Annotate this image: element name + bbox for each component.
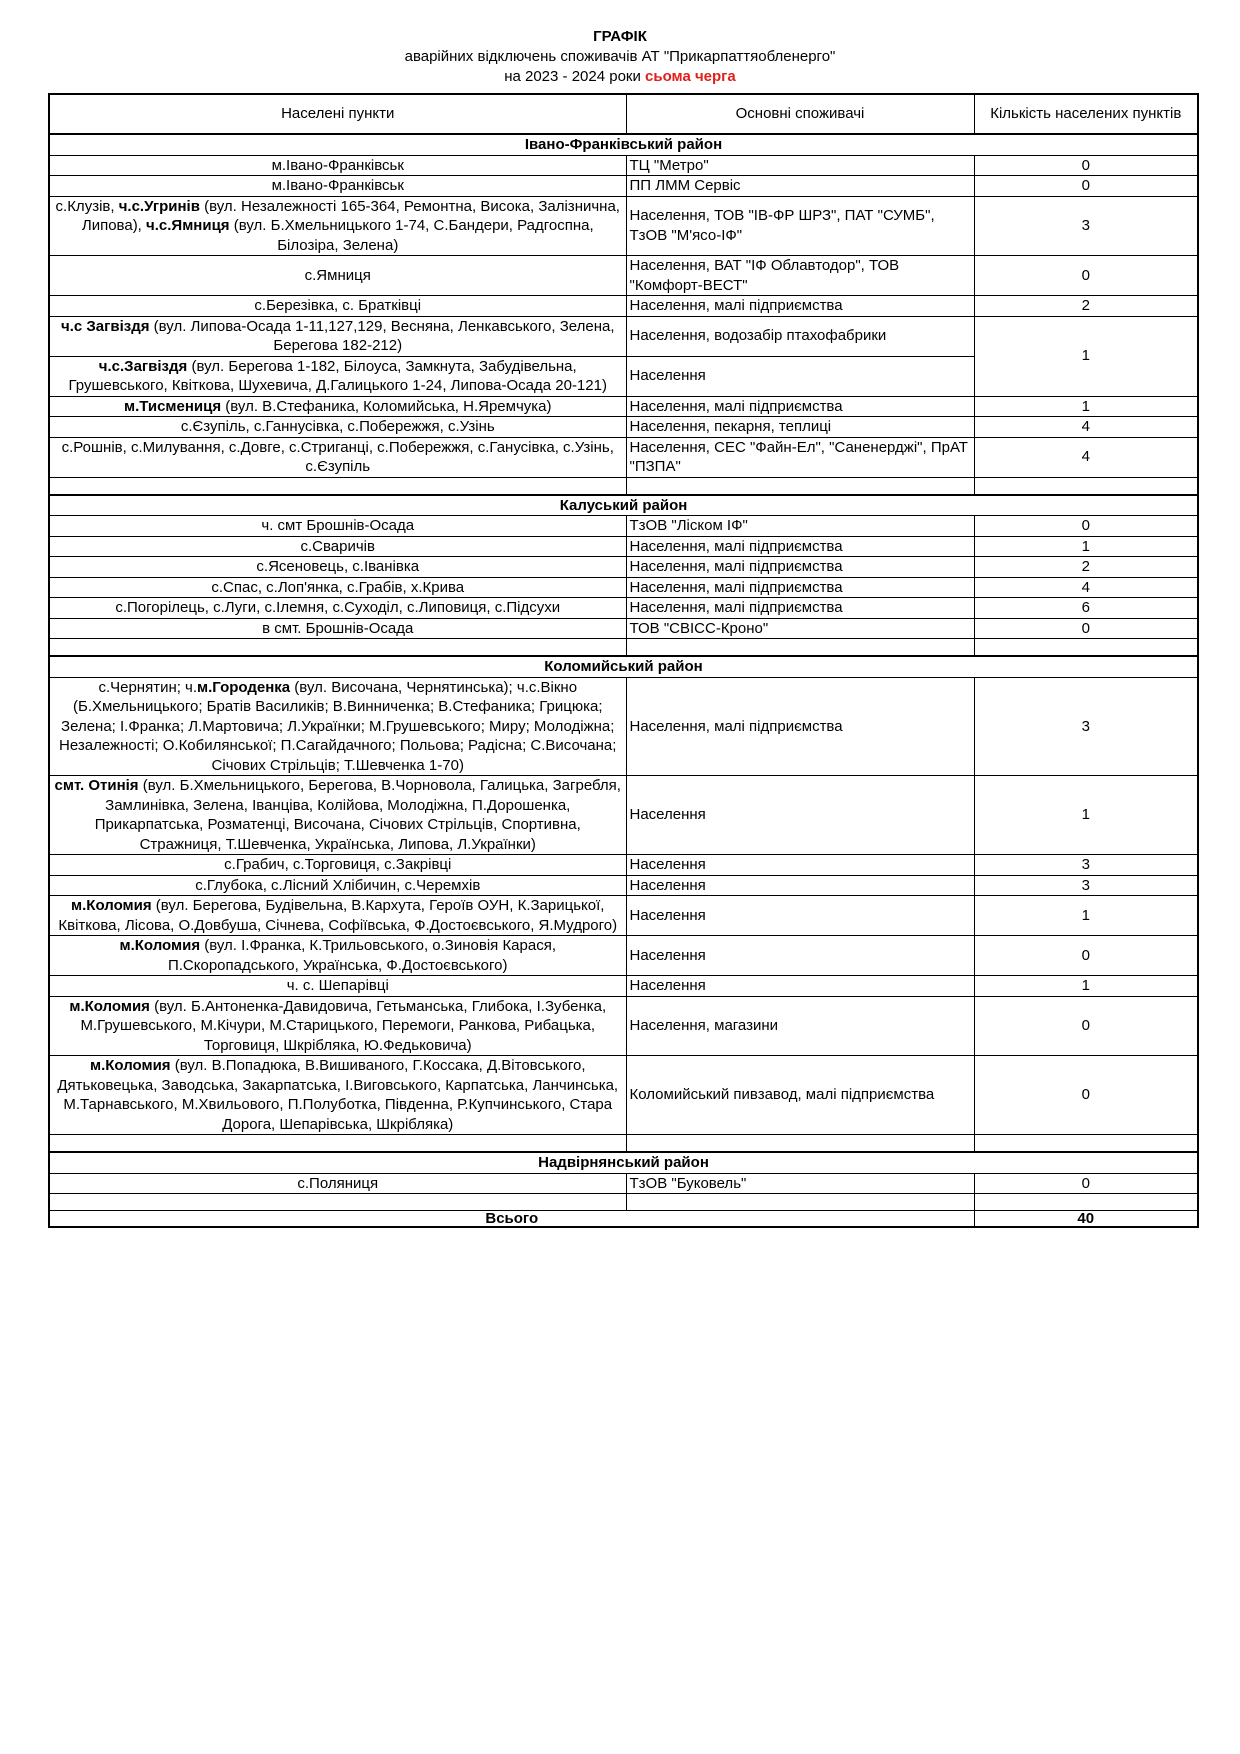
consumers-cell: Населення [626, 776, 974, 855]
count-cell: 4 [974, 417, 1198, 438]
settlement-name-bold: м.Тисмениця [124, 397, 222, 415]
table-row [49, 557, 1198, 578]
table-row [49, 256, 1198, 296]
schedule-table-body [49, 94, 1198, 1227]
settlements-cell: м.Івано-Франківськ [49, 155, 626, 176]
blank-cell [974, 639, 1198, 657]
consumers-cell: Населення, пекарня, теплиці [626, 417, 974, 438]
section-title: Івано-Франківський район [49, 134, 1198, 155]
blank-row [49, 1194, 1198, 1211]
column-header-consumers: Основні споживачі [626, 94, 974, 134]
consumers-cell: Населення, ТОВ "ІВ-ФР ШРЗ", ПАТ "СУМБ", ТзОВ "М'ясо-ІФ" [626, 196, 974, 256]
settlement-name-bold: ч.с Загвіздя [60, 317, 150, 335]
settlement-text: (вул. В.Попадюка, В.Вишиваного, Г.Коссака, Д.Вітовського, Дятьковецька, Заводська, Закарпатська, І.Виговського, Карпатська, Ланчинська, М.Тарнавського, М.Хвильового, П.Полуботка, Південна, Р.Купчинського, Стара Дорога, Шепарівська, Шкрібляка) [57, 1057, 619, 1133]
settlement-name-bold: м.Коломия [119, 937, 201, 954]
consumers-cell: Коломийський пивзавод, малі підприємства [626, 1056, 974, 1135]
table-row [49, 976, 1198, 997]
settlements-cell [49, 356, 626, 396]
blank-cell [49, 1135, 626, 1153]
settlements-cell: с.Сваричів [49, 536, 626, 557]
settlement-text: (вул. Височана, Чернятинська); ч.с.Вікно (Б.Хмельницького; Братів Василиків; В.Винниченка; В.Стефаника; Грицюка; Зелена; І.Франка; Л.Мартовича; Л.Українки; М.Грушевського; Миру; Молодіжна; Незалежності; О.Кобилянської; П.Сагайдачного; Польова; Радісна; С.Височана; Січових Стрільців; Т.Шевченка 1-70) [59, 678, 617, 774]
settlements-cell [49, 936, 626, 976]
count-cell: 0 [974, 176, 1198, 197]
settlement-text: с.Чернятин; ч. [98, 678, 198, 696]
count-cell: 4 [974, 437, 1198, 477]
settlements-cell [49, 316, 626, 356]
consumers-cell: ТОВ "СВІСС-Кроно" [626, 618, 974, 639]
count-cell: 0 [974, 996, 1198, 1056]
settlements-cell: с.Грабич, с.Торговиця, с.Закрівці [49, 855, 626, 876]
blank-cell [974, 477, 1198, 495]
settlements-cell [49, 776, 626, 855]
queue-label: сьома черга [645, 68, 736, 85]
total-row [49, 1211, 1198, 1228]
table-row [49, 996, 1198, 1056]
consumers-cell: Населення [626, 936, 974, 976]
settlements-cell [49, 196, 626, 256]
settlements-cell [49, 1056, 626, 1135]
count-cell: 2 [974, 557, 1198, 578]
table-row [49, 316, 1198, 356]
settlement-name-bold: ч.с.Угринів [118, 197, 200, 215]
blank-row [49, 1135, 1198, 1153]
settlements-cell: в смт. Брошнів-Осада [49, 618, 626, 639]
consumers-cell: Населення, малі підприємства [626, 598, 974, 619]
settlement-text: с.Клузів, [55, 197, 119, 215]
table-row [49, 176, 1198, 197]
table-row [49, 417, 1198, 438]
count-cell: 1 [974, 316, 1198, 396]
table-row [49, 855, 1198, 876]
table-row [49, 618, 1198, 639]
table-row [49, 1173, 1198, 1194]
count-cell: 6 [974, 598, 1198, 619]
consumers-cell: ТЦ "Метро" [626, 155, 974, 176]
total-label: Всього [49, 1211, 974, 1228]
table-row [49, 1056, 1198, 1135]
table-row [49, 875, 1198, 896]
table-header-row [49, 94, 1198, 134]
blank-cell [626, 1194, 974, 1211]
blank-cell [49, 639, 626, 657]
table-row [49, 577, 1198, 598]
count-cell: 1 [974, 976, 1198, 997]
consumers-cell: Населення, малі підприємства [626, 536, 974, 557]
settlement-text: (вул. В.Стефаника, Коломийська, Н.Яремчука) [221, 397, 552, 415]
consumers-cell: Населення [626, 875, 974, 896]
count-cell: 3 [974, 875, 1198, 896]
count-cell: 1 [974, 776, 1198, 855]
settlement-name-bold: смт. Отинія [54, 777, 139, 794]
consumers-cell: Населення [626, 976, 974, 997]
consumers-cell: Населення, малі підприємства [626, 296, 974, 317]
blank-cell [974, 1194, 1198, 1211]
settlement-name-bold: ч.с.Ямниця [146, 217, 230, 234]
count-cell: 0 [974, 155, 1198, 176]
consumers-cell: Населення, ВАТ "ІФ Облавтодор", ТОВ "Комфорт-ВЕСТ" [626, 256, 974, 296]
blank-cell [626, 1135, 974, 1153]
settlement-text: (вул. Берегова 1-182, Білоуса, Замкнута, Забудівельна, Грушевського, Квіткова, Шухевича, Д.Галицького 1-24, Липова-Осада 20-121) [68, 357, 607, 394]
settlement-text: (вул. Берегова, Будівельна, В.Кархута, Героїв ОУН, К.Зарицької, Квіткова, Лісова, О.Довбуша, Січнева, Софіївська, Ф.Достоєвського, Я.Мудрого) [58, 897, 618, 934]
table-row [49, 598, 1198, 619]
count-cell: 0 [974, 516, 1198, 537]
consumers-cell: Населення [626, 896, 974, 936]
consumers-cell: Населення [626, 356, 974, 396]
settlements-cell: с.Поляниця [49, 1173, 626, 1194]
settlement-name-bold: м.Коломия [69, 997, 150, 1015]
settlement-name-bold: м.Коломия [71, 897, 152, 914]
settlements-cell: с.Глубока, с.Лісний Хлібичин, с.Черемхів [49, 875, 626, 896]
table-row [49, 196, 1198, 256]
consumers-cell: Населення, магазини [626, 996, 974, 1056]
section-title: Коломийський район [49, 656, 1198, 677]
blank-row [49, 639, 1198, 657]
document-period [0, 67, 1240, 87]
section-header-row [49, 656, 1198, 677]
blank-cell [49, 1194, 626, 1211]
settlement-name-bold: м.Городенка [197, 678, 291, 696]
consumers-cell: Населення [626, 855, 974, 876]
column-header-count: Кількість населених пунктів [974, 94, 1198, 134]
table-row [49, 936, 1198, 976]
consumers-cell: Населення, малі підприємства [626, 677, 974, 776]
count-cell: 1 [974, 896, 1198, 936]
settlements-cell: с.Березівка, с. Братківці [49, 296, 626, 317]
settlements-cell [49, 996, 626, 1056]
table-row [49, 536, 1198, 557]
count-cell: 0 [974, 256, 1198, 296]
blank-cell [974, 1135, 1198, 1153]
count-cell: 2 [974, 296, 1198, 317]
schedule-table [48, 93, 1199, 1228]
total-value: 40 [974, 1211, 1198, 1228]
settlements-cell: ч. смт Брошнів-Осада [49, 516, 626, 537]
table-row [49, 677, 1198, 776]
consumers-cell: Населення, малі підприємства [626, 396, 974, 417]
count-cell: 4 [974, 577, 1198, 598]
table-row [49, 896, 1198, 936]
settlement-text: (вул. Липова-Осада 1-11,127,129, Весняна, Ленкавського, Зелена, Берегова 182-212) [149, 317, 615, 354]
blank-row [49, 477, 1198, 495]
document-title: ГРАФІК [593, 28, 647, 45]
count-cell: 1 [974, 396, 1198, 417]
table-row [49, 516, 1198, 537]
table-row [49, 155, 1198, 176]
settlement-text: (вул. Б.Антоненка-Давидовича, Гетьманська, Глибока, І.Зубенка, М.Грушевського, М.Кічури, М.Старицького, Перемоги, Ранкова, Рибацька, Торговиця, Шкрібляка, Ю.Федьковича) [80, 997, 607, 1054]
document-subtitle: аварійних відключень споживачів АТ "Прикарпаттяобленерго" [404, 48, 836, 65]
count-cell: 0 [974, 618, 1198, 639]
count-cell: 3 [974, 677, 1198, 776]
settlements-cell: м.Івано-Франківськ [49, 176, 626, 197]
consumers-cell: Населення, водозабір птахофабрики [626, 316, 974, 356]
consumers-cell: ТзОВ "Ліском ІФ" [626, 516, 974, 537]
settlement-text: (вул. Незалежності 165-364, Ремонтна, Висока, Залізнична, Липова), [81, 197, 620, 234]
blank-cell [49, 477, 626, 495]
settlement-text: (вул. І.Франка, К.Трильовського, о.Зиновія Карася, П.Скоропадського, Українська, Ф.Достоєвського) [167, 937, 556, 974]
settlements-cell: с.Ямниця [49, 256, 626, 296]
consumers-cell: Населення, малі підприємства [626, 577, 974, 598]
count-cell: 3 [974, 855, 1198, 876]
section-header-row [49, 134, 1198, 155]
settlements-cell [49, 396, 626, 417]
section-title: Калуський район [49, 495, 1198, 516]
table-row [49, 437, 1198, 477]
settlement-name-bold: м.Коломия [89, 1057, 171, 1074]
consumers-cell: Населення, СЕС "Файн-Ел", "Саненерджі", ПрАТ "ПЗПА" [626, 437, 974, 477]
settlements-cell: с.Рошнів, с.Милування, с.Довге, с.Стриганці, с.Побережжя, с.Ганусівка, с.Узінь, с.Єзупіль [49, 437, 626, 477]
count-cell: 1 [974, 536, 1198, 557]
settlements-cell [49, 896, 626, 936]
section-title: Надвірнянський район [49, 1152, 1198, 1173]
settlement-text: (вул. Б.Хмельницького 1-74, С.Бандери, Радгоспна, Білозіра, Зелена) [229, 217, 594, 254]
section-header-row [49, 1152, 1198, 1173]
consumers-cell: ПП ЛММ Сервіс [626, 176, 974, 197]
table-row [49, 396, 1198, 417]
table-row [49, 296, 1198, 317]
count-cell: 0 [974, 1056, 1198, 1135]
settlements-cell: с.Спас, с.Лоп'янка, с.Грабів, х.Крива [49, 577, 626, 598]
settlements-cell: с.Єзупіль, с.Ганнусівка, с.Побережжя, с.Узінь [49, 417, 626, 438]
period-text: на 2023 - 2024 роки [504, 68, 641, 85]
count-cell: 0 [974, 1173, 1198, 1194]
settlements-cell: ч. с. Шепарівці [49, 976, 626, 997]
settlements-cell [49, 677, 626, 776]
settlement-text: (вул. Б.Хмельницького, Берегова, В.Чорновола, Галицька, Загребля, Замлинівка, Зелена, Іванцівa, Колійова, Молодіжна, П.Дорошенка, Прикарпатська, Розматенці, Височана, Січових Стрільців, Спортивна, Стражниця, Т.Шевченка, Українська, Липова, Л.Українки) [94, 777, 621, 853]
blank-cell [626, 639, 974, 657]
consumers-cell: ТзОВ "Буковель" [626, 1173, 974, 1194]
settlement-name-bold: ч.с.Загвіздя [98, 357, 188, 375]
count-cell: 0 [974, 936, 1198, 976]
section-header-row [49, 495, 1198, 516]
settlements-cell: с.Погорілець, с.Луги, с.Ілемня, с.Суходіл, с.Липовиця, с.Підсухи [49, 598, 626, 619]
column-header-settlements: Населені пункти [49, 94, 626, 134]
count-cell: 3 [974, 196, 1198, 256]
blank-cell [626, 477, 974, 495]
table-row [49, 776, 1198, 855]
consumers-cell: Населення, малі підприємства [626, 557, 974, 578]
settlements-cell: с.Ясеновець, с.Іванівка [49, 557, 626, 578]
